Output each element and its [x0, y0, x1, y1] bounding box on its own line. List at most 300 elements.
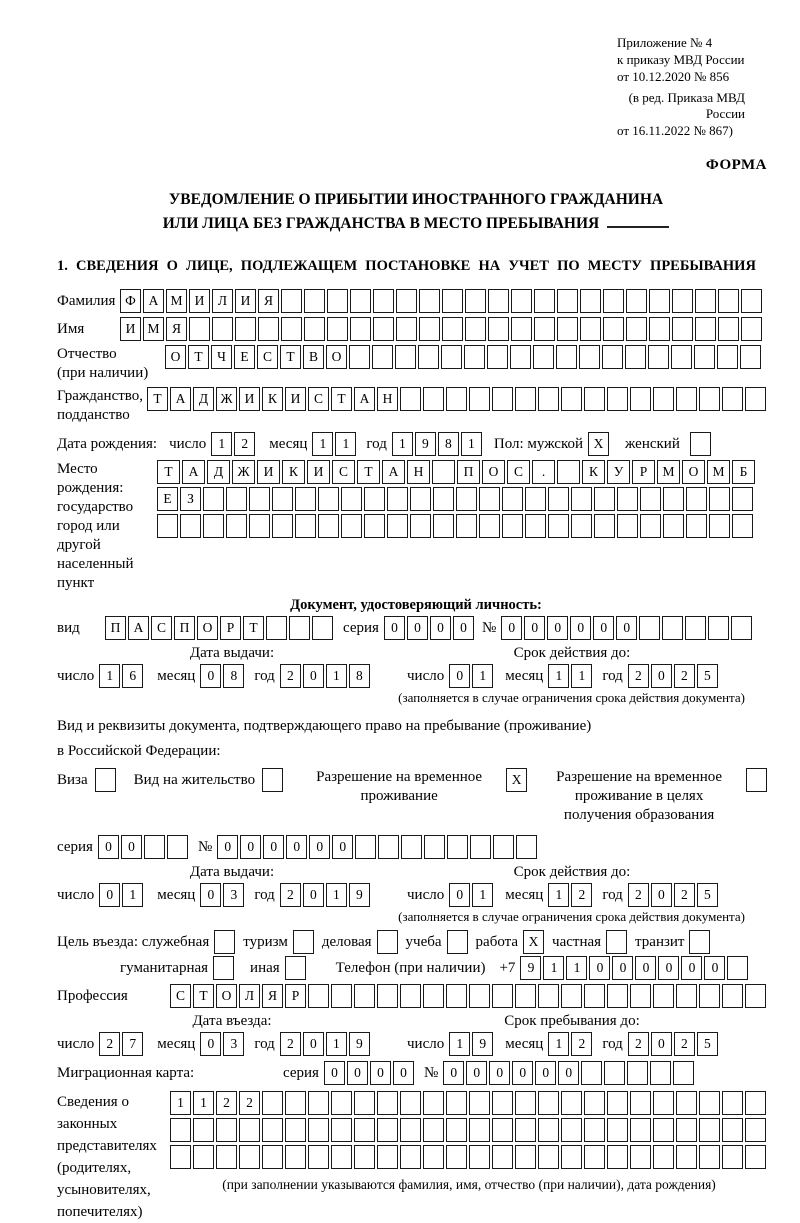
- validity-note-2: (заполняется в случае ограничения срока действия документа): [398, 909, 745, 924]
- char-cell: [446, 1145, 467, 1169]
- char-cell: 2: [99, 1032, 120, 1056]
- char-cell: С: [151, 616, 172, 640]
- char-cell: .: [532, 460, 555, 484]
- char-cell: [423, 387, 444, 411]
- char-cell: [722, 387, 743, 411]
- char-cell: [465, 317, 486, 341]
- char-cell: [534, 289, 555, 313]
- char-cell: [672, 317, 693, 341]
- char-cell: И: [285, 387, 306, 411]
- char-cell: [364, 514, 385, 538]
- char-cell: [604, 1061, 625, 1085]
- char-cell: [193, 1145, 214, 1169]
- char-cell: [515, 1091, 536, 1115]
- char-cell: С: [170, 984, 191, 1008]
- char-cell: [581, 1061, 602, 1085]
- char-cell: А: [128, 616, 149, 640]
- char-cell: 5: [697, 883, 718, 907]
- annex-line: к приказу МВД России: [617, 52, 745, 67]
- char-cell: [718, 289, 739, 313]
- char-cell: [354, 984, 375, 1008]
- char-cell: [653, 1118, 674, 1142]
- doc-issue-year-cells: [280, 664, 372, 688]
- char-cell: [640, 487, 661, 511]
- char-cell: [538, 387, 559, 411]
- char-cell: Б: [732, 460, 755, 484]
- char-cell: Е: [157, 487, 178, 511]
- char-cell: [487, 345, 508, 369]
- char-cell: Я: [166, 317, 187, 341]
- doc-valid-year-cells: [628, 664, 720, 688]
- char-cell: [673, 1061, 694, 1085]
- res-issue-day-cells: [99, 883, 145, 907]
- char-cell: 0: [449, 883, 470, 907]
- char-cell: А: [182, 460, 205, 484]
- char-cell: [493, 835, 514, 859]
- char-cell: [170, 1118, 191, 1142]
- char-cell: [699, 1091, 720, 1115]
- purpose-private-label: частная: [552, 934, 602, 950]
- char-cell: 0: [98, 835, 119, 859]
- citizenship-cells: [147, 387, 768, 411]
- char-cell: 0: [558, 1061, 579, 1085]
- char-cell: [295, 514, 316, 538]
- char-cell: Т: [157, 460, 180, 484]
- entry-purpose-row: [57, 930, 775, 954]
- char-cell: 0: [407, 616, 428, 640]
- char-cell: О: [165, 345, 186, 369]
- char-cell: О: [216, 984, 237, 1008]
- purpose-transit-checkbox: [689, 930, 712, 954]
- purpose-work-checkbox: [523, 930, 546, 954]
- char-cell: [285, 1091, 306, 1115]
- char-cell: 0: [612, 956, 633, 980]
- char-cell: 0: [430, 616, 451, 640]
- char-cell: 1: [548, 883, 569, 907]
- res-issue-month-cells: [200, 883, 246, 907]
- char-cell: Ж: [216, 387, 237, 411]
- char-cell: 0: [681, 956, 702, 980]
- char-cell: [492, 1118, 513, 1142]
- char-cell: [170, 1145, 191, 1169]
- char-cell: Н: [407, 460, 430, 484]
- char-cell: 0: [332, 835, 353, 859]
- temp-residence-label: Разрешение на временное проживание: [316, 769, 483, 804]
- char-cell: А: [143, 289, 164, 313]
- legal-cells-1: [170, 1091, 768, 1115]
- char-cell: [304, 317, 325, 341]
- char-cell: П: [105, 616, 126, 640]
- char-cell: [492, 1145, 513, 1169]
- char-cell: [653, 387, 674, 411]
- temp-residence-checkbox: [506, 768, 529, 792]
- char-cell: [626, 317, 647, 341]
- char-cell: [607, 984, 628, 1008]
- char-cell: Л: [212, 289, 233, 313]
- char-cell: [308, 1118, 329, 1142]
- char-cell: [722, 1145, 743, 1169]
- doc-kind-cells: [105, 616, 335, 640]
- char-cell: [602, 345, 623, 369]
- char-cell: [648, 345, 669, 369]
- char-cell: И: [189, 289, 210, 313]
- char-cell: [533, 345, 554, 369]
- issue-date-header: Дата выдачи:: [189, 645, 275, 661]
- char-cell: 1: [548, 664, 569, 688]
- purpose-other-checkbox: [285, 956, 308, 980]
- legal-representatives-label: Сведения о законных представителях (родителях, усыновителях, попечителях): [57, 1094, 157, 1220]
- res-valid-year-cells: [628, 883, 720, 907]
- char-cell: [423, 1091, 444, 1115]
- char-cell: [400, 387, 421, 411]
- char-cell: [653, 1091, 674, 1115]
- doc-number-cells: [501, 616, 754, 640]
- char-cell: [318, 487, 339, 511]
- char-cell: [193, 1118, 214, 1142]
- char-cell: [373, 289, 394, 313]
- purpose-tourism-checkbox: [293, 930, 316, 954]
- char-cell: [579, 345, 600, 369]
- birthplace-cells-3: [157, 514, 757, 538]
- annex-note-line: от 16.11.2022 № 867): [617, 123, 734, 138]
- char-cell: [492, 984, 513, 1008]
- char-cell: [731, 616, 752, 640]
- char-cell: 0: [535, 1061, 556, 1085]
- doc-valid-day-cells: [449, 664, 495, 688]
- form-title-line2: ИЛИ ЛИЦА БЕЗ ГРАЖДАНСТВА В МЕСТО ПРЕБЫВАНИЯ: [57, 212, 775, 236]
- char-cell: 9: [415, 432, 436, 456]
- char-cell: [167, 835, 188, 859]
- char-cell: [689, 930, 710, 954]
- char-cell: 0: [240, 835, 261, 859]
- char-cell: [708, 616, 729, 640]
- char-cell: 0: [324, 1061, 345, 1085]
- char-cell: 2: [234, 432, 255, 456]
- char-cell: [580, 289, 601, 313]
- char-cell: [293, 930, 314, 954]
- doc-kind-label: вид: [57, 620, 80, 636]
- purpose-business-checkbox: [377, 930, 400, 954]
- char-cell: И: [235, 289, 256, 313]
- char-cell: [699, 387, 720, 411]
- char-cell: [630, 1118, 651, 1142]
- char-cell: 0: [635, 956, 656, 980]
- char-cell: [350, 289, 371, 313]
- char-cell: [433, 487, 454, 511]
- char-cell: [607, 1145, 628, 1169]
- char-cell: [378, 835, 399, 859]
- form-title-line1: УВЕДОМЛЕНИЕ О ПРИБЫТИИ ИНОСТРАННОГО ГРАЖДАНИНА: [168, 191, 664, 208]
- birthplace-row: [57, 460, 775, 593]
- legal-cells-2: [170, 1118, 768, 1142]
- sex-female-checkbox: [690, 432, 713, 456]
- birthdate-sex-row: [57, 432, 775, 456]
- char-cell: 0: [121, 835, 142, 859]
- char-cell: [502, 514, 523, 538]
- char-cell: [515, 1145, 536, 1169]
- char-cell: [331, 984, 352, 1008]
- char-cell: [525, 514, 546, 538]
- char-cell: [423, 1118, 444, 1142]
- char-cell: К: [282, 460, 305, 484]
- char-cell: 0: [616, 616, 637, 640]
- char-cell: 9: [520, 956, 541, 980]
- char-cell: [745, 1145, 766, 1169]
- title-blank-underline: [607, 212, 669, 228]
- char-cell: [538, 1145, 559, 1169]
- char-cell: [285, 1145, 306, 1169]
- char-cell: 0: [489, 1061, 510, 1085]
- char-cell: [341, 514, 362, 538]
- char-cell: [203, 487, 224, 511]
- char-cell: [327, 289, 348, 313]
- char-cell: 0: [593, 616, 614, 640]
- char-cell: [266, 616, 287, 640]
- stay-until-group: число 1 9 месяц 1 2 год 2 0 2 5: [407, 1032, 720, 1056]
- char-cell: К: [582, 460, 605, 484]
- legal-representatives-cells-stack: [170, 1091, 768, 1193]
- char-cell: [603, 317, 624, 341]
- char-cell: [400, 1118, 421, 1142]
- doc-dates-row: [57, 664, 775, 688]
- char-cell: [262, 1118, 283, 1142]
- birth-month-cells: [312, 432, 358, 456]
- form-title: [57, 188, 775, 236]
- phone-cells: [520, 956, 750, 980]
- char-cell: 0: [658, 956, 679, 980]
- char-cell: [630, 1091, 651, 1115]
- char-cell: [746, 768, 767, 792]
- char-cell: 2: [628, 664, 649, 688]
- entry-year-cells: [280, 1032, 372, 1056]
- entry-month-cells: [200, 1032, 246, 1056]
- char-cell: [262, 1091, 283, 1115]
- char-cell: 8: [223, 664, 244, 688]
- char-cell: [741, 289, 762, 313]
- char-cell: 1: [326, 1032, 347, 1056]
- char-cell: [433, 514, 454, 538]
- char-cell: 3: [223, 883, 244, 907]
- char-cell: [295, 487, 316, 511]
- sex-male-label: Пол: мужской: [493, 436, 584, 452]
- char-cell: [249, 514, 270, 538]
- char-cell: [617, 487, 638, 511]
- doc-issue-date-group: число 1 6 месяц 0 8 год 2 0 1 8: [57, 664, 407, 688]
- char-cell: З: [180, 487, 201, 511]
- char-cell: [557, 289, 578, 313]
- char-cell: 1: [472, 883, 493, 907]
- char-cell: 0: [309, 835, 330, 859]
- char-cell: [492, 1091, 513, 1115]
- char-cell: [189, 317, 210, 341]
- char-cell: [561, 1145, 582, 1169]
- purpose-private-checkbox: [606, 930, 629, 954]
- char-cell: [262, 768, 283, 792]
- char-cell: [377, 930, 398, 954]
- char-cell: 0: [651, 883, 672, 907]
- char-cell: [515, 387, 536, 411]
- char-cell: [511, 317, 532, 341]
- surname-label: Фамилия: [57, 293, 116, 309]
- char-cell: [709, 514, 730, 538]
- valid-until-header: Срок действия до:: [513, 645, 631, 661]
- purpose-study-checkbox: [447, 930, 470, 954]
- char-cell: Р: [632, 460, 655, 484]
- char-cell: Т: [357, 460, 380, 484]
- visa-option: [57, 768, 118, 792]
- surname-row: [57, 289, 775, 313]
- char-cell: [285, 956, 306, 980]
- char-cell: [262, 1145, 283, 1169]
- char-cell: [488, 317, 509, 341]
- purpose-work-label: работа: [475, 934, 519, 950]
- char-cell: 0: [217, 835, 238, 859]
- char-cell: 2: [280, 883, 301, 907]
- char-cell: [446, 387, 467, 411]
- legal-note: (при заполнении указываются фамилия, имя, отчество (при наличии), дата рождения): [222, 1177, 716, 1192]
- char-cell: [502, 487, 523, 511]
- char-cell: Т: [193, 984, 214, 1008]
- char-cell: [718, 317, 739, 341]
- char-cell: X: [523, 930, 544, 954]
- char-cell: [377, 1091, 398, 1115]
- char-cell: [676, 984, 697, 1008]
- char-cell: [571, 487, 592, 511]
- char-cell: 1: [193, 1091, 214, 1115]
- form-word: ФОРМА: [705, 157, 767, 173]
- residence-doc-series-row: [57, 835, 775, 859]
- char-cell: 0: [286, 835, 307, 859]
- char-cell: Е: [234, 345, 255, 369]
- char-cell: [594, 514, 615, 538]
- char-cell: [216, 1118, 237, 1142]
- char-cell: [699, 1118, 720, 1142]
- char-cell: [289, 616, 310, 640]
- visa-label: Виза: [57, 772, 88, 788]
- purpose-humanitarian-checkbox: [213, 956, 236, 980]
- doc-valid-month-cells: [548, 664, 594, 688]
- char-cell: [745, 984, 766, 1008]
- char-cell: [350, 317, 371, 341]
- char-cell: [239, 1145, 260, 1169]
- char-cell: 2: [674, 664, 695, 688]
- char-cell: 1: [461, 432, 482, 456]
- char-cell: [157, 514, 178, 538]
- char-cell: [432, 460, 455, 484]
- char-cell: [525, 487, 546, 511]
- char-cell: [418, 345, 439, 369]
- char-cell: [745, 1091, 766, 1115]
- char-cell: [672, 289, 693, 313]
- char-cell: [627, 1061, 648, 1085]
- char-cell: [732, 487, 753, 511]
- char-cell: [387, 514, 408, 538]
- char-cell: [607, 1118, 628, 1142]
- char-cell: [717, 345, 738, 369]
- res-number-cells: [217, 835, 539, 859]
- char-cell: [285, 1118, 306, 1142]
- char-cell: С: [507, 460, 530, 484]
- char-cell: [226, 487, 247, 511]
- char-cell: В: [303, 345, 324, 369]
- char-cell: [663, 514, 684, 538]
- char-cell: 1: [548, 1032, 569, 1056]
- residence-permit-option: [134, 768, 285, 792]
- char-cell: [258, 317, 279, 341]
- char-cell: [709, 487, 730, 511]
- char-cell: [639, 616, 660, 640]
- char-cell: [331, 1091, 352, 1115]
- char-cell: [144, 835, 165, 859]
- char-cell: [538, 984, 559, 1008]
- char-cell: X: [506, 768, 527, 792]
- char-cell: [584, 1118, 605, 1142]
- char-cell: 0: [524, 616, 545, 640]
- char-cell: И: [307, 460, 330, 484]
- char-cell: 0: [303, 664, 324, 688]
- purpose-official-checkbox: [214, 930, 237, 954]
- number-sign: №: [423, 1065, 439, 1081]
- char-cell: 5: [697, 664, 718, 688]
- char-cell: [617, 514, 638, 538]
- res-valid-day-cells: [449, 883, 495, 907]
- char-cell: [377, 1118, 398, 1142]
- char-cell: [387, 487, 408, 511]
- char-cell: [235, 317, 256, 341]
- char-cell: [464, 345, 485, 369]
- char-cell: 0: [449, 664, 470, 688]
- entry-date-group: число 2 7 месяц 0 3 год 2 0 1 9: [57, 1032, 407, 1056]
- char-cell: [699, 1145, 720, 1169]
- char-cell: М: [143, 317, 164, 341]
- char-cell: [722, 984, 743, 1008]
- visa-checkbox: [95, 768, 118, 792]
- char-cell: А: [382, 460, 405, 484]
- char-cell: [318, 514, 339, 538]
- char-cell: У: [607, 460, 630, 484]
- char-cell: [722, 1091, 743, 1115]
- migration-card-row: [57, 1061, 775, 1085]
- residence-doc-text: Вид и реквизиты документа, подтверждающего право на пребывание (проживание) в Российской Федерации:: [57, 718, 592, 759]
- char-cell: 0: [453, 616, 474, 640]
- char-cell: [349, 345, 370, 369]
- char-cell: 1: [99, 664, 120, 688]
- char-cell: 1: [335, 432, 356, 456]
- entry-day-cells: [99, 1032, 145, 1056]
- char-cell: 0: [200, 883, 221, 907]
- annex-block: [617, 34, 775, 139]
- char-cell: [410, 514, 431, 538]
- char-cell: [584, 387, 605, 411]
- char-cell: 1: [392, 432, 413, 456]
- char-cell: С: [257, 345, 278, 369]
- residence-permit-checkbox: [262, 768, 285, 792]
- res-valid-date-group: число 0 1 месяц 1 2 год 2 0 2 5: [407, 883, 720, 907]
- char-cell: 1: [571, 664, 592, 688]
- char-cell: [470, 835, 491, 859]
- res-date-headers: Дата выдачи: Срок действия до:: [189, 864, 631, 880]
- char-cell: [354, 1091, 375, 1115]
- char-cell: 0: [443, 1061, 464, 1085]
- char-cell: 2: [216, 1091, 237, 1115]
- char-cell: [249, 487, 270, 511]
- char-cell: [695, 289, 716, 313]
- char-cell: И: [120, 317, 141, 341]
- char-cell: 9: [472, 1032, 493, 1056]
- char-cell: 0: [512, 1061, 533, 1085]
- char-cell: 1: [170, 1091, 191, 1115]
- char-cell: 2: [628, 883, 649, 907]
